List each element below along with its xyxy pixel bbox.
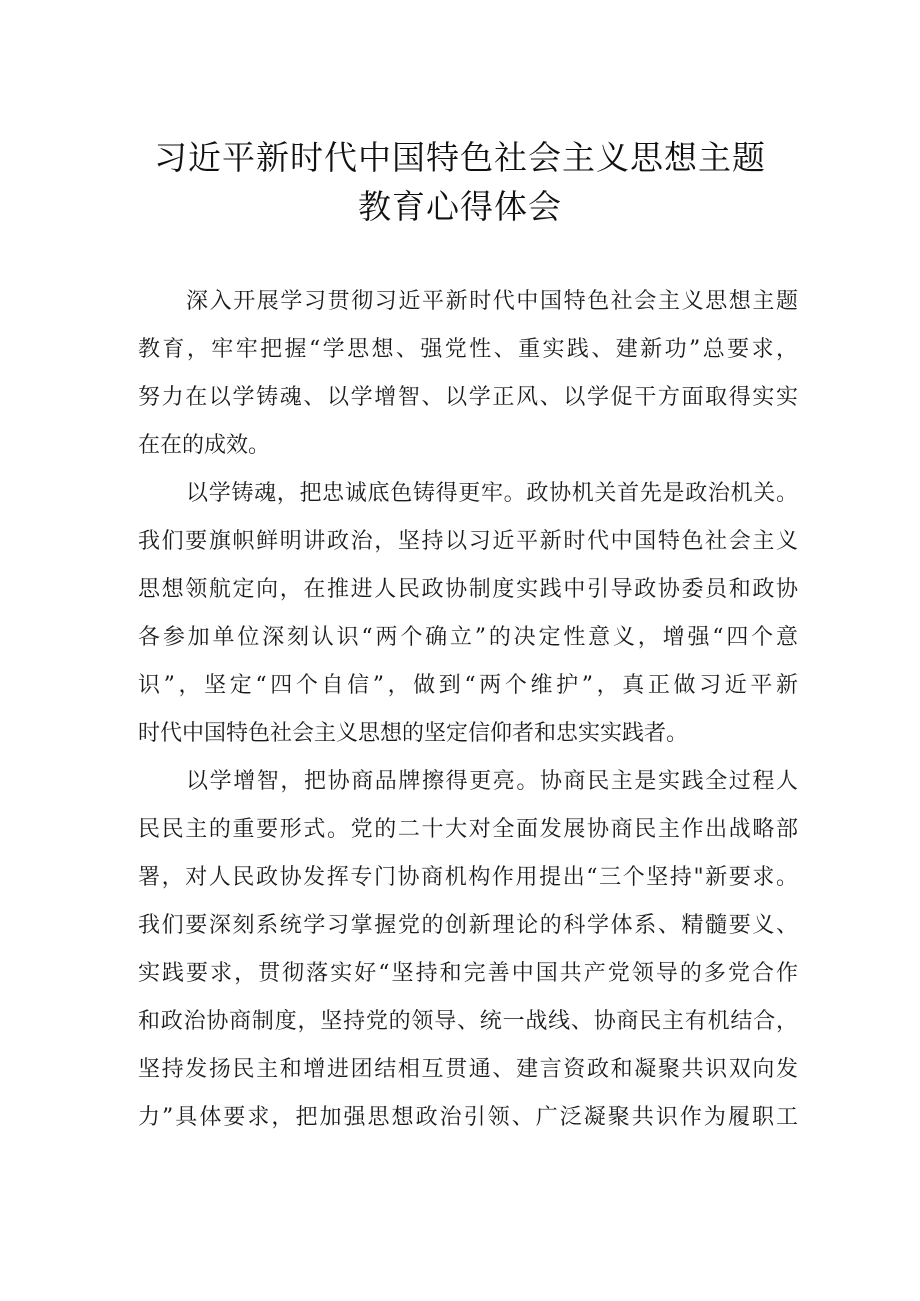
paragraph-line: 各参加单位深刻认识“两个确立”的决定性意义，增强“四个意 bbox=[138, 625, 798, 650]
paragraph-line: 在在的成效。 bbox=[138, 433, 271, 458]
paragraph-line: 我们要深刻系统学习掌握党的创新理论的科学体系、精髓要义、 bbox=[138, 913, 798, 938]
paragraph-line: 深入开展学习贯彻习近平新时代中国特色社会主义思想主题 bbox=[186, 289, 798, 314]
paragraph-line: 时代中国特色社会主义思想的坚定信仰者和忠实实践者。 bbox=[138, 721, 689, 746]
paragraph-line: 识”，坚定“四个自信”，做到“两个维护”，真正做习近平新 bbox=[138, 673, 798, 698]
paragraph-line: 民民主的重要形式。党的二十大对全面发展协商民主作出战略部 bbox=[138, 817, 798, 842]
document-title-line-2: 教育心得体会 bbox=[358, 187, 562, 226]
paragraph-line: 思想领航定向，在推进人民政协制度实践中引导政协委员和政协 bbox=[138, 577, 798, 602]
paragraph-line: 和政治协商制度，坚持党的领导、统一战线、协商民主有机结合， bbox=[138, 1009, 798, 1034]
paragraph-line: 署，对人民政协发挥专门协商机构作用提出“三个坚持"新要求。 bbox=[138, 865, 798, 890]
paragraph-line: 力”具体要求，把加强思想政治引领、广泛凝聚共识作为履职工 bbox=[138, 1105, 798, 1130]
paragraph-line: 我们要旗帜鲜明讲政治，坚持以习近平新时代中国特色社会主义 bbox=[138, 529, 798, 554]
paragraph-line: 坚持发扬民主和增进团结相互贯通、建言资政和凝聚共识双向发 bbox=[138, 1057, 798, 1082]
paragraph-line: 努力在以学铸魂、以学增智、以学正风、以学促干方面取得实实 bbox=[138, 385, 798, 410]
paragraph-line: 以学铸魂，把忠诚底色铸得更牢。政协机关首先是政治机关。 bbox=[186, 481, 798, 506]
paragraph-line: 以学增智，把协商品牌擦得更亮。协商民主是实践全过程人 bbox=[186, 769, 798, 794]
paragraph-line: 教育，牢牢把握“学思想、强党性、重实践、建新功”总要求， bbox=[138, 337, 798, 362]
paragraph-line: 实践要求，贯彻落实好“坚持和完善中国共产党领导的多党合作 bbox=[138, 961, 798, 986]
document-title-line-1: 习近平新时代中国特色社会主义思想主题 bbox=[154, 138, 766, 177]
